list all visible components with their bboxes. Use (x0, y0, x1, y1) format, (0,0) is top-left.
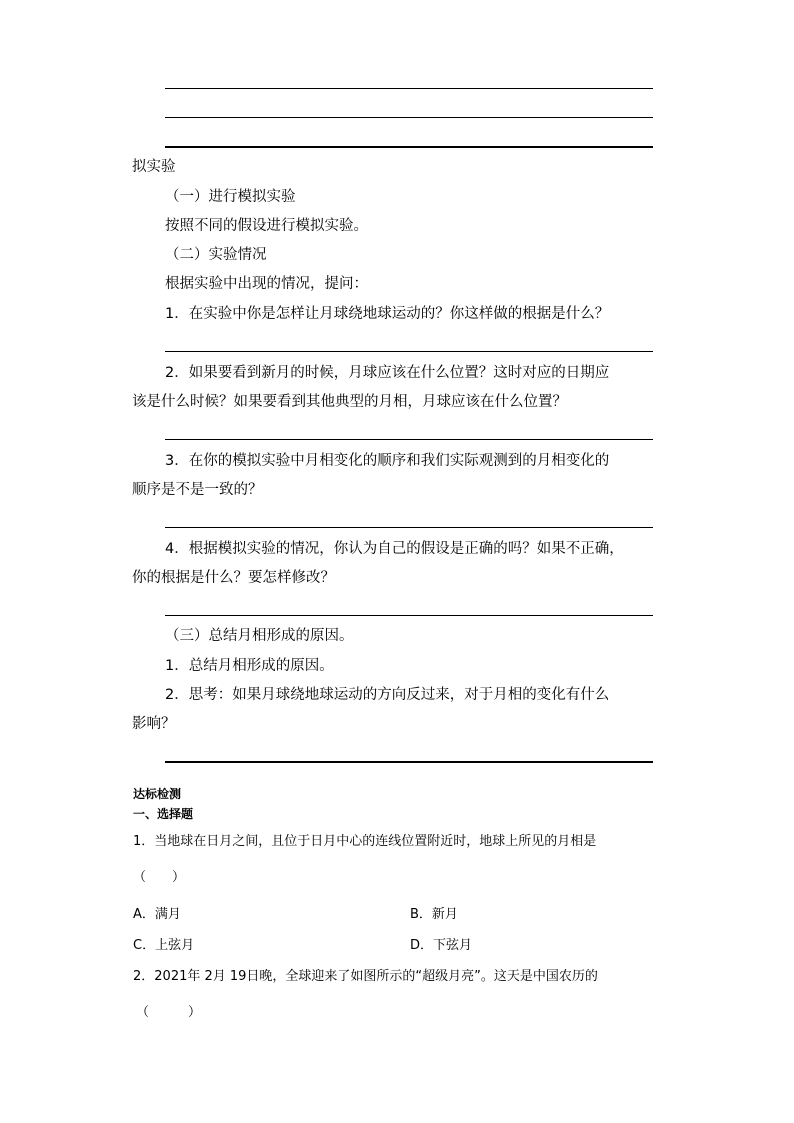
question-2-blank: （ ） (136, 1005, 202, 1020)
answer-line-q2 (165, 439, 653, 440)
part2-question-4-line1: 4．根据模拟实验的情况，你认为自己的假设是正确的吗？如果不正确， (165, 541, 624, 557)
assessment-title: 达标检测 (133, 787, 182, 801)
part3-heading: （三）总结月相形成的原因。 (165, 628, 354, 644)
question-1-stem: 1．当地球在日月之间，且位于日月中心的连线位置附近时，地球上所见的月相是 (133, 834, 597, 849)
part1-heading: （一）进行模拟实验 (165, 189, 296, 205)
part3-question-2-line2: 影响？ (132, 716, 176, 732)
answer-line-top-2 (165, 117, 653, 118)
question-1-option-b: B．新月 (410, 907, 458, 922)
part2-question-3-line1: 3．在你的模拟实验中月相变化的顺序和我们实际观测到的月相变化的 (165, 453, 610, 469)
question-1-option-a: A．满月 (133, 907, 181, 922)
part1-text: 按照不同的假设进行模拟实验。 (165, 218, 368, 234)
question-2-stem: 2．2021年 2月 19日晚，全球迎来了如图所示的“超级月亮”。这天是中国农历的 (133, 969, 598, 984)
question-1-option-d: D．下弦月 (410, 938, 473, 953)
part2-heading: （二）实验情况 (165, 247, 267, 263)
answer-line-q1 (165, 351, 653, 352)
section-title-fragment: 拟实验 (132, 159, 176, 175)
answer-line-top-3 (165, 146, 653, 148)
assessment-section: 一、选择题 (133, 807, 194, 821)
part2-question-2-line2: 该是什么时候？如果要看到其他典型的月相，月球应该在什么位置？ (132, 394, 567, 410)
part2-question-3-line2: 顺序是不是一致的？ (132, 482, 263, 498)
answer-line-top-1 (165, 88, 653, 89)
answer-line-part3 (165, 761, 653, 763)
part2-question-2-line1: 2．如果要看到新月的时候，月球应该在什么位置？这时对应的日期应 (165, 365, 610, 381)
part2-question-4-line2: 你的根据是什么？要怎样修改？ (132, 570, 335, 586)
part2-question-1: 1．在实验中你是怎样让月球绕地球运动的？你这样做的根据是什么？ (165, 306, 610, 322)
part2-intro: 根据实验中出现的情况，提问： (165, 276, 368, 292)
answer-line-q3 (165, 527, 653, 528)
part3-question-1: 1．总结月相形成的原因。 (165, 658, 334, 674)
answer-line-q4 (165, 615, 653, 616)
part3-question-2-line1: 2．思考：如果月球绕地球运动的方向反过来，对于月相的变化有什么 (165, 687, 610, 703)
question-1-blank: （ ） (133, 870, 186, 885)
question-1-option-c: C．上弦月 (133, 938, 195, 953)
